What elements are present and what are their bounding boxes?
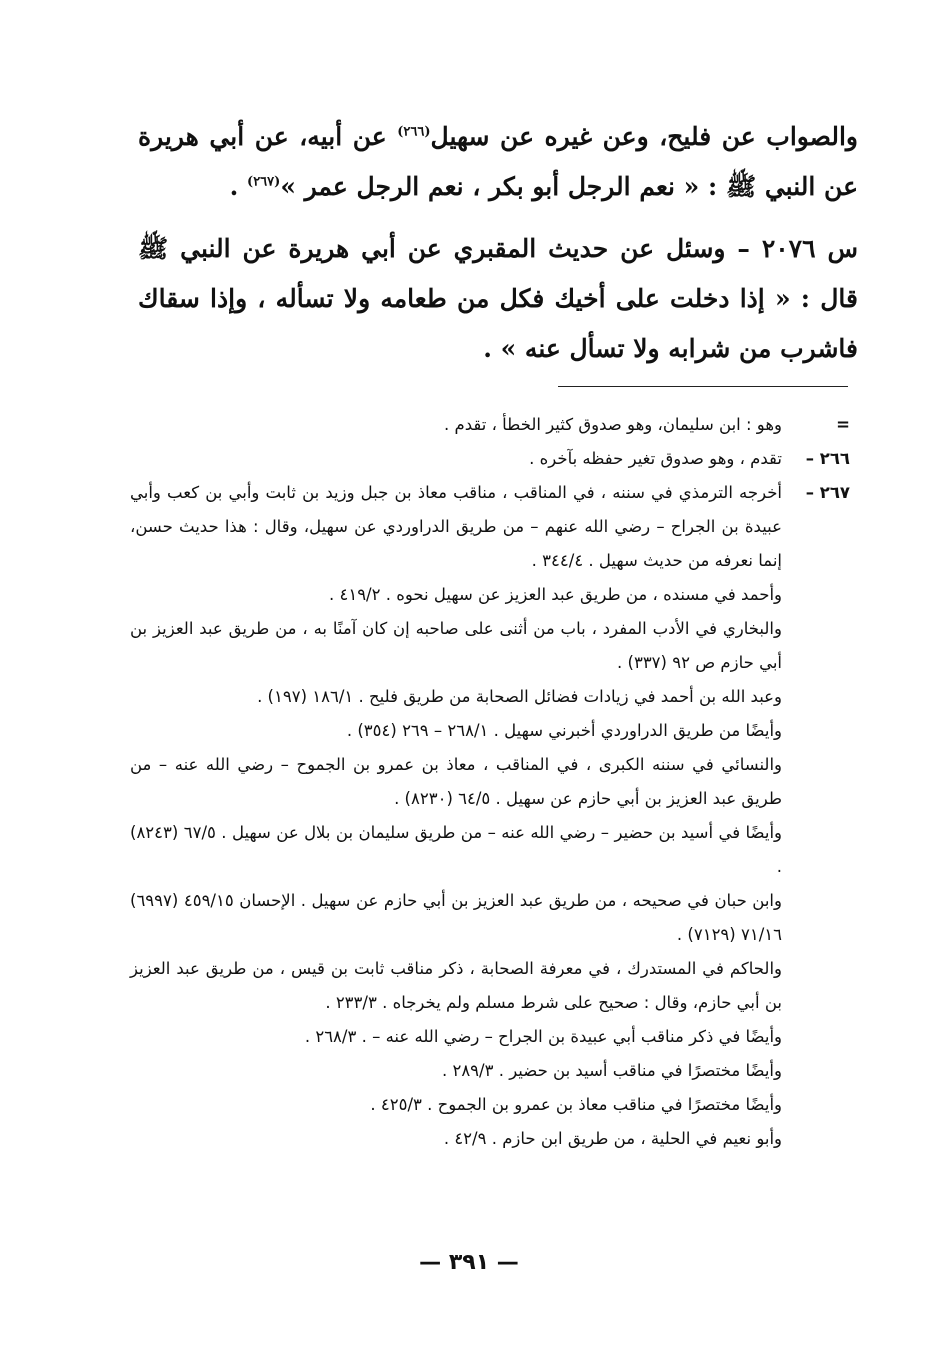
footnote-line: والنسائي في سننه الكبرى ، في المناقب ، معاذ بن عمرو بن الجموح – رضي الله عنه – من طريق عبد العزيز بن أبي حازم عن سهيل . ٦٤/٥ (٨٢٣٠) . <box>130 755 782 808</box>
footnotes <box>130 408 850 1156</box>
main-text <box>138 112 858 374</box>
footnote-number: ٢٦٧ – <box>805 483 850 502</box>
footnote-line: وأيضًا من طريق الدراوردي أخبرني سهيل . ٢٦٨/١ – ٢٦٩ (٣٥٤) . <box>346 721 782 740</box>
footnote-number: = <box>836 415 850 434</box>
footnote-line: وأبو نعيم في الحلية ، من طريق ابن حازم . ٤٢/٩ . <box>443 1129 782 1148</box>
footnote-number: ٢٦٦ – <box>805 449 850 468</box>
question-text: وسئل عن حديث المقبري عن أبي هريرة عن النبي ﷺ قال : « إذا دخلت على أخيك فكل من طعامه ولا تسأله ، وإذا سقاك فاشرب من شرابه ولا تسأل عنه » . <box>138 234 858 363</box>
answer-text-end: . <box>229 172 248 201</box>
footnote-line: أخرجه الترمذي في سننه ، في المناقب ، مناقب معاذ بن جبل وزيد بن ثابت وأبي بن كعب وأبي عبيدة بن الجراح – رضي الله عنهم – من طريق الدراوردي عن سهيل، وقال : هذا حديث حسن، إنما نعرفه من حديث سهيل . ٣٤٤/٤ . <box>130 483 782 570</box>
answer-text-2: عن أبيه، عن أبي هريرة عن النبي ﷺ : « نعم الرجل أبو بكر ، نعم الرجل عمر » <box>138 122 858 201</box>
footnote-body <box>130 408 782 442</box>
footnote-line: تقدم ، وهو صدوق تغير حفظه بآخره . <box>529 449 782 468</box>
footnote-body <box>130 476 782 1156</box>
footnote-line: وعبد الله بن أحمد في زيادات فضائل الصحابة من طريق فليح . ١٨٦/١ (١٩٧) . <box>257 687 782 706</box>
footnote-line: والبخاري في الأدب المفرد ، باب من أثنى على صاحبه إن كان آمنًا به ، من طريق عبد العزيز بن أبي حازم ص ٩٢ (٣٣٧) . <box>130 619 782 672</box>
footnote-body <box>130 442 782 476</box>
footnote-line: وأيضًا في أسيد بن حضير – رضي الله عنه – من طريق سليمان بن بلال عن سهيل . ٦٧/٥ (٨٢٤٣) . <box>130 823 782 876</box>
footnote <box>130 476 850 1156</box>
footnote-line: وأيضًا مختصرًا في مناقب أسيد بن حضير . ٢٨٩/٣ . <box>441 1061 782 1080</box>
paragraph-answer <box>138 112 858 212</box>
footnote-ref-266[interactable]: (٢٦٦) <box>397 124 431 140</box>
paragraph-question <box>138 224 858 374</box>
footnote-line: وأيضًا مختصرًا في مناقب معاذ بن عمرو بن الجموح . ٤٢٥/٣ . <box>370 1095 782 1114</box>
footnote-ref-267[interactable]: (٢٦٧) <box>247 174 281 190</box>
footnote-line: وأحمد في مسنده ، من طريق عبد العزيز عن سهيل نحوه . ٤١٩/٢ . <box>328 585 782 604</box>
page-number: — ٣٩١ — <box>419 1250 519 1275</box>
question-number: س ٢٠٧٦ – <box>737 234 858 263</box>
footnote-line: وأيضًا في ذكر مناقب أبي عبيدة بن الجراح – رضي الله عنه – . ٢٦٨/٣ . <box>304 1027 782 1046</box>
footnote-line: وهو : ابن سليمان، وهو صدوق كثير الخطأ ، تقدم . <box>444 415 782 434</box>
footnote-line: والحاكم في المستدرك ، في معرفة الصحابة ، ذكر مناقب ثابت بن قيس ، من طريق عبد العزيز بن أبي حازم، وقال : صحيح على شرط مسلم ولم يخرجاه . ٢٣٣/٣ . <box>130 959 782 1012</box>
footnote <box>130 408 850 442</box>
footnote-line: وابن حبان في صحيحه ، من طريق عبد العزيز بن أبي حازم عن سهيل . الإحسان ٤٥٩/١٥ (٦٩٩٧) ٧١/١٦ (٧١٢٩) . <box>130 891 782 944</box>
footnote <box>130 442 850 476</box>
footnote-separator <box>558 386 848 387</box>
answer-text-1: والصواب عن فليح، وعن غيره عن سهيل <box>430 122 858 151</box>
